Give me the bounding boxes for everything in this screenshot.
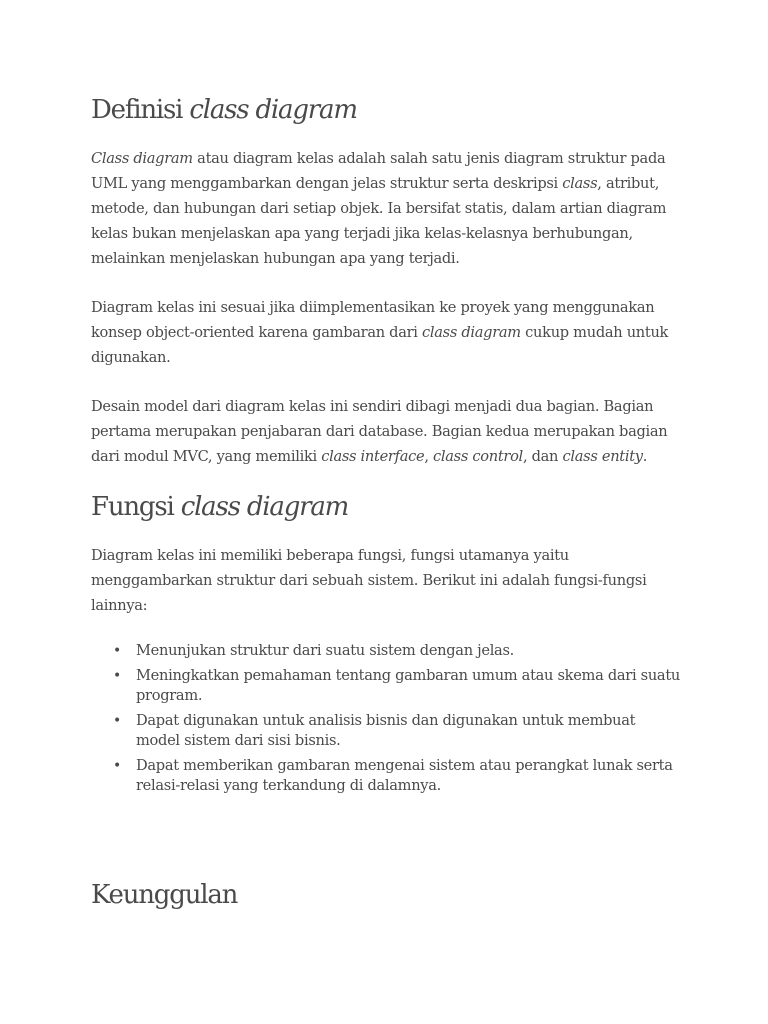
- bullet-icon: •: [113, 643, 121, 659]
- paragraph-definisi-1: [91, 146, 681, 271]
- heading-definisi-plain: Definisi: [91, 95, 190, 125]
- heading-definisi: [91, 95, 357, 125]
- paragraph-text: , dan: [522, 448, 563, 465]
- list-item: [91, 711, 681, 751]
- heading-definisi-italic: class diagram: [189, 95, 357, 125]
- bullet-icon: •: [113, 713, 121, 729]
- list-item: [91, 756, 681, 796]
- list-item: [91, 666, 681, 706]
- list-item: [91, 641, 681, 661]
- list-item-text: Meningkatkan pemahaman tentang gambaran umum atau skema dari suatu program.: [136, 667, 680, 704]
- paragraph-fungsi-intro: Diagram kelas ini memiliki beberapa fungsi, fungsi utamanya yaitu menggambarkan struktur dari sebuah sistem. Berikut ini adalah fungsi-fungsi lainnya:: [91, 547, 647, 614]
- paragraph-text: , atribut, metode, dan hubungan dari setiap objek. Ia bersifat statis, dalam artian diagram kelas bukan menjelaskan apa yang terjadi jika kelas-kelasnya berhubungan, melainkan menjelaskan hubungan apa yang terjadi.: [91, 175, 667, 267]
- heading-fungsi-italic: class diagram: [180, 492, 349, 522]
- bullet-icon: •: [113, 668, 121, 684]
- paragraph-definisi-3: [91, 394, 681, 469]
- paragraph-text: .: [642, 448, 648, 465]
- term-class-control: class control: [433, 448, 523, 465]
- heading-keunggulan: Keunggulan: [91, 880, 238, 910]
- term-class-diagram: class diagram: [422, 324, 521, 341]
- paragraph-text: cukup mudah untuk digunakan.: [91, 324, 669, 366]
- paragraph-text: Diagram kelas ini sesuai jika diimplementasikan ke proyek yang menggunakan konsep object-oriented karena gambaran dari: [91, 299, 655, 341]
- term-class-diagram: Class diagram: [91, 150, 193, 167]
- list-item-text: Menunjukan struktur dari suatu sistem dengan jelas.: [136, 642, 514, 659]
- paragraph-text: atau diagram kelas adalah salah satu jenis diagram struktur pada UML yang menggambarkan dengan jelas struktur serta deskripsi: [91, 150, 666, 192]
- term-class-entity: class entity: [562, 448, 643, 465]
- fungsi-list: [91, 641, 681, 801]
- paragraph-text: Desain model dari diagram kelas ini sendiri dibagi menjadi dua bagian. Bagian pertama merupakan penjabaran dari database. Bagian kedua merupakan bagian dari modul MVC, yang memiliki: [91, 398, 668, 465]
- list-item-text: Dapat memberikan gambaran mengenai sistem atau perangkat lunak serta relasi-relasi yang terkandung di dalamnya.: [136, 757, 673, 794]
- term-class-interface: class interface: [321, 448, 425, 465]
- heading-fungsi-plain: Fungsi: [91, 492, 181, 522]
- list-item-text: Dapat digunakan untuk analisis bisnis dan digunakan untuk membuat model sistem dari sisi bisnis.: [136, 712, 636, 749]
- term-class: class: [562, 175, 598, 192]
- heading-fungsi: [91, 492, 348, 522]
- paragraph-text: ,: [424, 448, 434, 465]
- paragraph-definisi-2: [91, 295, 681, 370]
- bullet-icon: •: [113, 758, 121, 774]
